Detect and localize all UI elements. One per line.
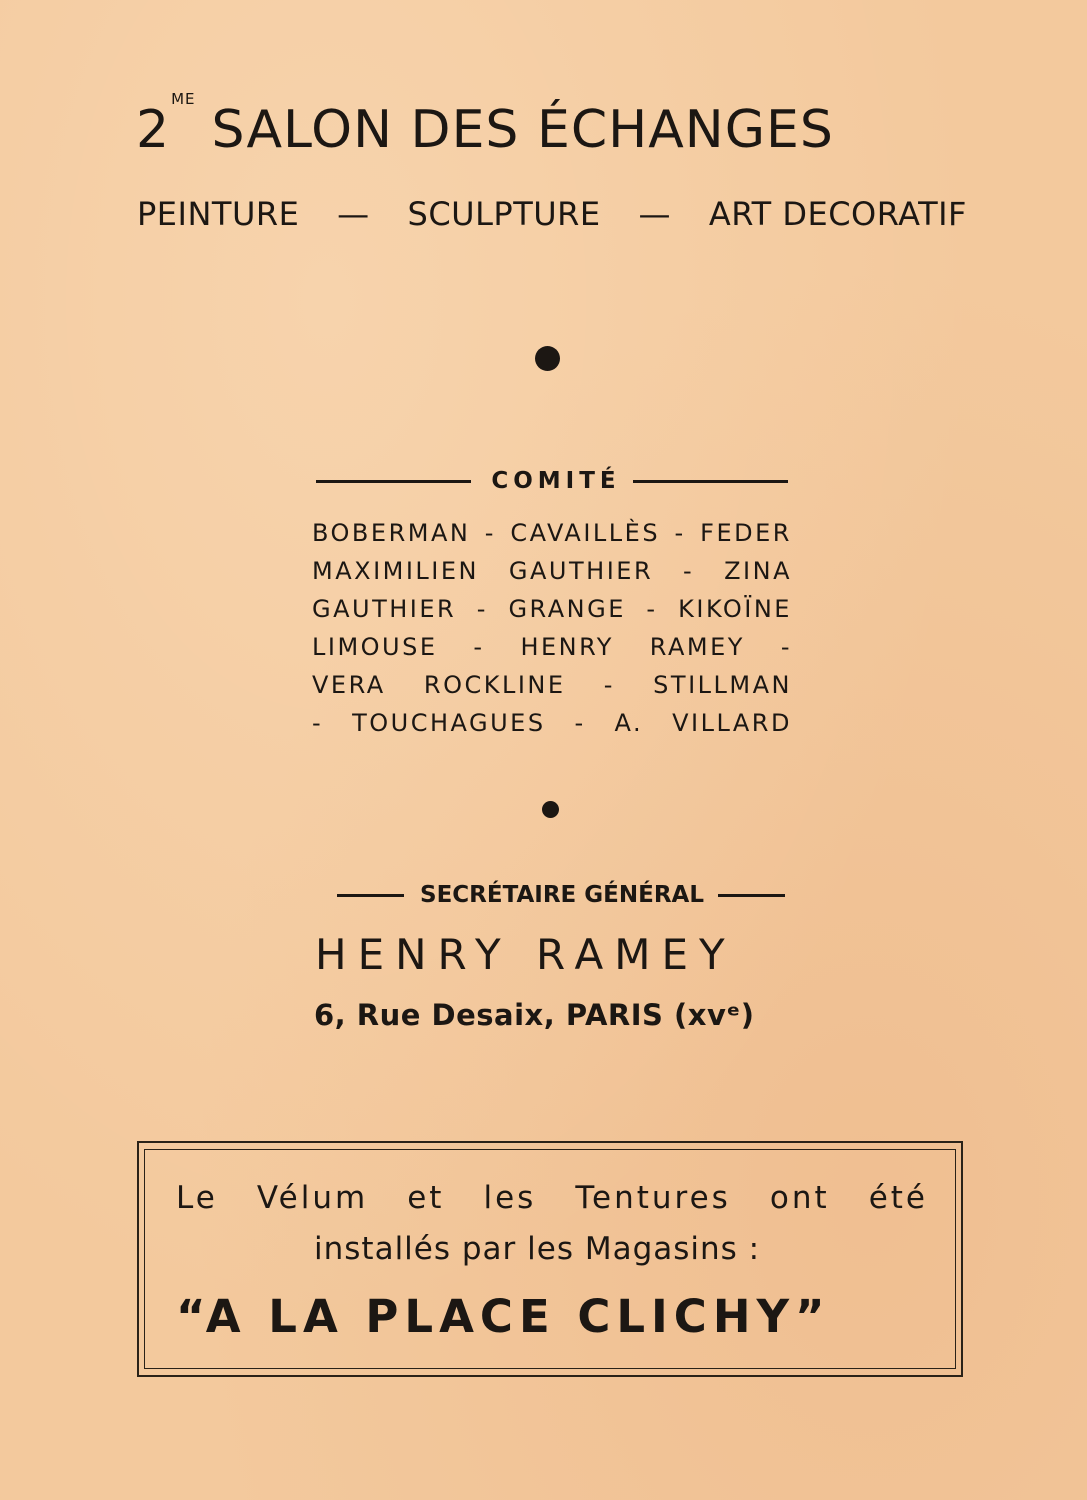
- comite-word: STILLMAN: [653, 671, 792, 699]
- comite-word: MAXIMILIEN: [312, 557, 479, 585]
- comite-heading: [316, 468, 788, 494]
- comite-word: KIKOÏNE: [678, 595, 792, 623]
- comite-word: -: [476, 595, 488, 623]
- secretary-address: 6, Rue Desaix, PARIS (xvᵉ): [314, 998, 755, 1032]
- comite-line: [312, 554, 792, 592]
- subtitle-painting: PEINTURE: [137, 195, 300, 233]
- comite-line: [312, 706, 792, 744]
- comite-word: GRANGE: [508, 595, 626, 623]
- rule-line: [718, 894, 785, 897]
- comite-line: [312, 668, 792, 706]
- notice-word: été: [868, 1180, 928, 1216]
- notice-word: Le: [176, 1180, 218, 1216]
- comite-word: CAVAILLÈS: [510, 519, 661, 547]
- comite-word: BOBERMAN: [312, 519, 471, 547]
- title-main: SALON DES ÉCHANGES: [211, 100, 834, 160]
- comite-word: -: [683, 557, 695, 585]
- comite-word: -: [473, 633, 485, 661]
- comite-word: -: [574, 709, 586, 737]
- secretary-heading-label: SECRÉTAIRE GÉNÉRAL: [420, 882, 704, 908]
- comite-word: VILLARD: [672, 709, 792, 737]
- notice-word: et: [407, 1180, 445, 1216]
- comite-word: -: [646, 595, 658, 623]
- bullet-ornament: [535, 346, 560, 371]
- comite-word: ROCKLINE: [423, 671, 566, 699]
- bullet-ornament: [542, 801, 559, 818]
- comite-word: FEDER: [700, 519, 792, 547]
- comite-word: ZINA: [724, 557, 792, 585]
- rule-line: [316, 480, 471, 483]
- comite-word: GAUTHIER: [312, 595, 457, 623]
- title-number: 2: [136, 100, 171, 160]
- secretary-name: HENRY RAMEY: [315, 930, 736, 979]
- page-title: [136, 90, 976, 160]
- comite-word: -: [780, 633, 792, 661]
- notice-word: Vélum: [256, 1180, 369, 1216]
- comite-word: VERA: [312, 671, 386, 699]
- comite-word: -: [484, 519, 496, 547]
- rule-line: [337, 894, 404, 897]
- comite-line: [312, 592, 792, 630]
- notice-word: ont: [769, 1180, 830, 1216]
- comite-line: [312, 516, 792, 554]
- secretary-heading: [337, 882, 785, 908]
- notice-line-1: [176, 1180, 928, 1216]
- comite-word: LIMOUSE: [312, 633, 438, 661]
- notice-word: Tentures: [575, 1180, 731, 1216]
- comite-word: -: [603, 671, 615, 699]
- title-superscript: ME: [171, 90, 196, 108]
- comite-word: A.: [614, 709, 644, 737]
- comite-word: TOUCHAGUES: [352, 709, 546, 737]
- subtitle-dash: —: [337, 195, 370, 233]
- subtitle: [137, 195, 967, 233]
- subtitle-dash: —: [638, 195, 671, 233]
- notice-line-2: installés par les Magasins :: [314, 1231, 761, 1267]
- comite-heading-label: COMITÉ: [491, 468, 621, 494]
- comite-word: HENRY: [520, 633, 614, 661]
- comite-word: -: [674, 519, 686, 547]
- comite-member-list: [312, 516, 792, 744]
- comite-word: -: [312, 709, 324, 737]
- comite-line: [312, 630, 792, 668]
- comite-word: GAUTHIER: [508, 557, 654, 585]
- notice-word: les: [483, 1180, 537, 1216]
- subtitle-decorative-art: ART DECORATIF: [708, 195, 967, 233]
- notice-store-name: “A LA PLACE CLICHY”: [176, 1290, 831, 1343]
- comite-word: RAMEY: [649, 633, 745, 661]
- rule-line: [633, 480, 788, 483]
- subtitle-sculpture: SCULPTURE: [407, 195, 601, 233]
